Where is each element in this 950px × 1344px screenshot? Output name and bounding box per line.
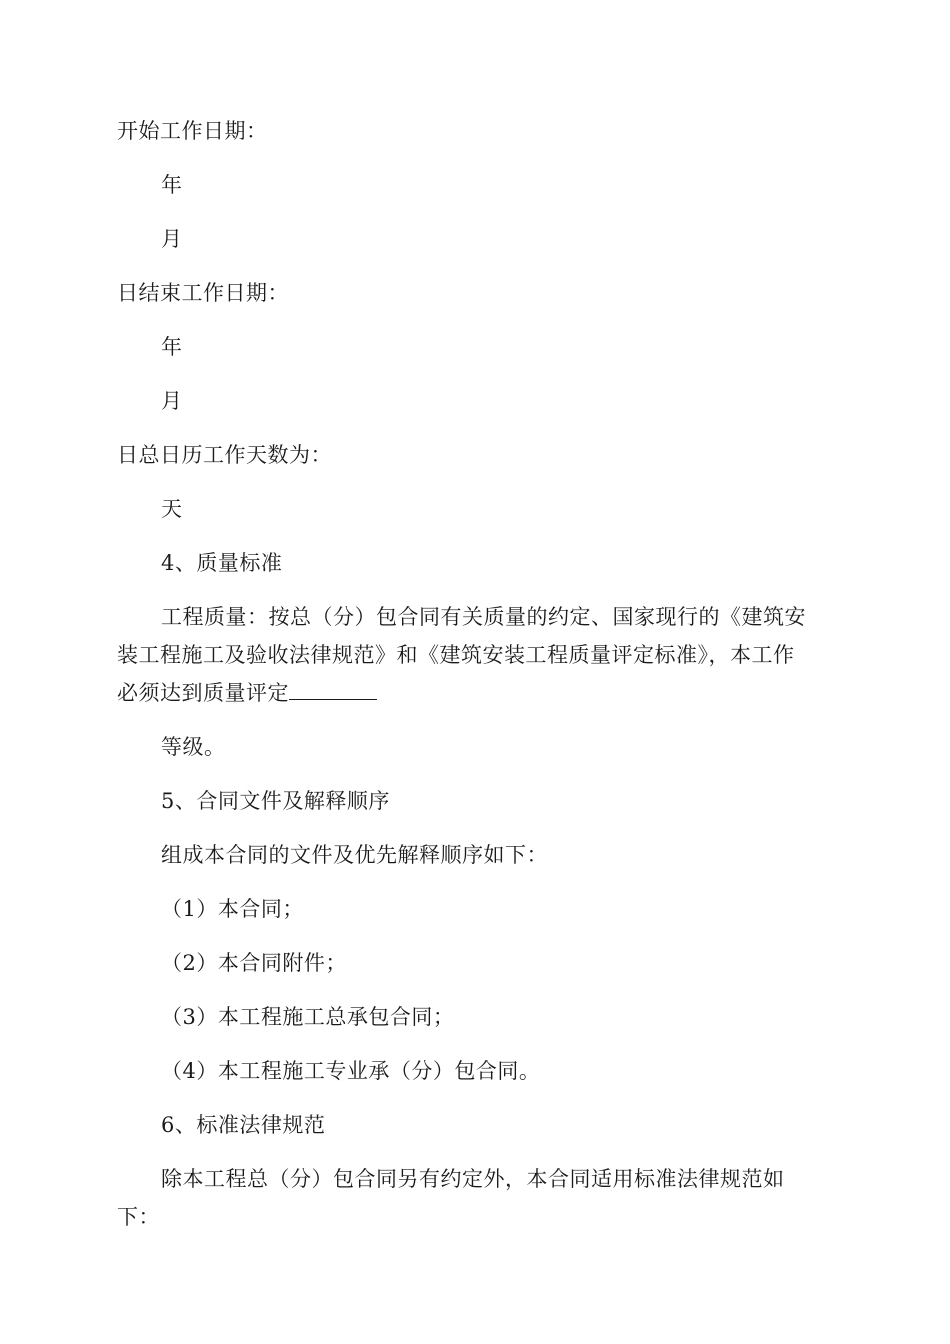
quality-paragraph-line-3: [117, 679, 377, 707]
quality-paragraph-line-2: 装工程施工及验收法律规范》和《建筑安装工程质量评定标准》，本工作: [117, 643, 795, 667]
grade-blank-field[interactable]: [289, 679, 377, 700]
section-4-heading: 4、质量标准: [161, 551, 283, 575]
doc-list-item: （2）本合同附件；: [161, 951, 347, 975]
days-unit-label: 天: [161, 497, 183, 521]
doc-list-item: （1）本合同；: [161, 897, 304, 921]
section-6-heading: 6、标准法律规范: [161, 1113, 326, 1137]
quality-paragraph-line-1: 工程质量：按总（分）包合同有关质量的约定、国家现行的《建筑安: [161, 605, 806, 629]
section-5-heading: 5、合同文件及解释顺序: [161, 789, 390, 813]
total-days-label: 日总日历工作天数为：: [117, 443, 332, 467]
doc-list-item: （4）本工程施工专业承（分）包合同。: [161, 1059, 541, 1083]
quality-paragraph-text: 必须达到质量评定: [117, 681, 289, 705]
standards-paragraph-line-2: 下：: [117, 1205, 160, 1229]
month-label-1: 月: [161, 227, 183, 251]
doc-list-item: （3）本工程施工总承包合同；: [161, 1005, 455, 1029]
end-date-label: 日结束工作日期：: [117, 281, 289, 305]
year-label-1: 年: [161, 173, 183, 197]
year-label-2: 年: [161, 335, 183, 359]
month-label-2: 月: [161, 389, 183, 413]
standards-paragraph-line-1: 除本工程总（分）包合同另有约定外，本合同适用标准法律规范如: [161, 1167, 785, 1191]
start-date-label: 开始工作日期：: [117, 119, 268, 143]
docs-intro: 组成本合同的文件及优先解释顺序如下：: [161, 843, 548, 867]
grade-suffix: 等级。: [161, 735, 226, 759]
